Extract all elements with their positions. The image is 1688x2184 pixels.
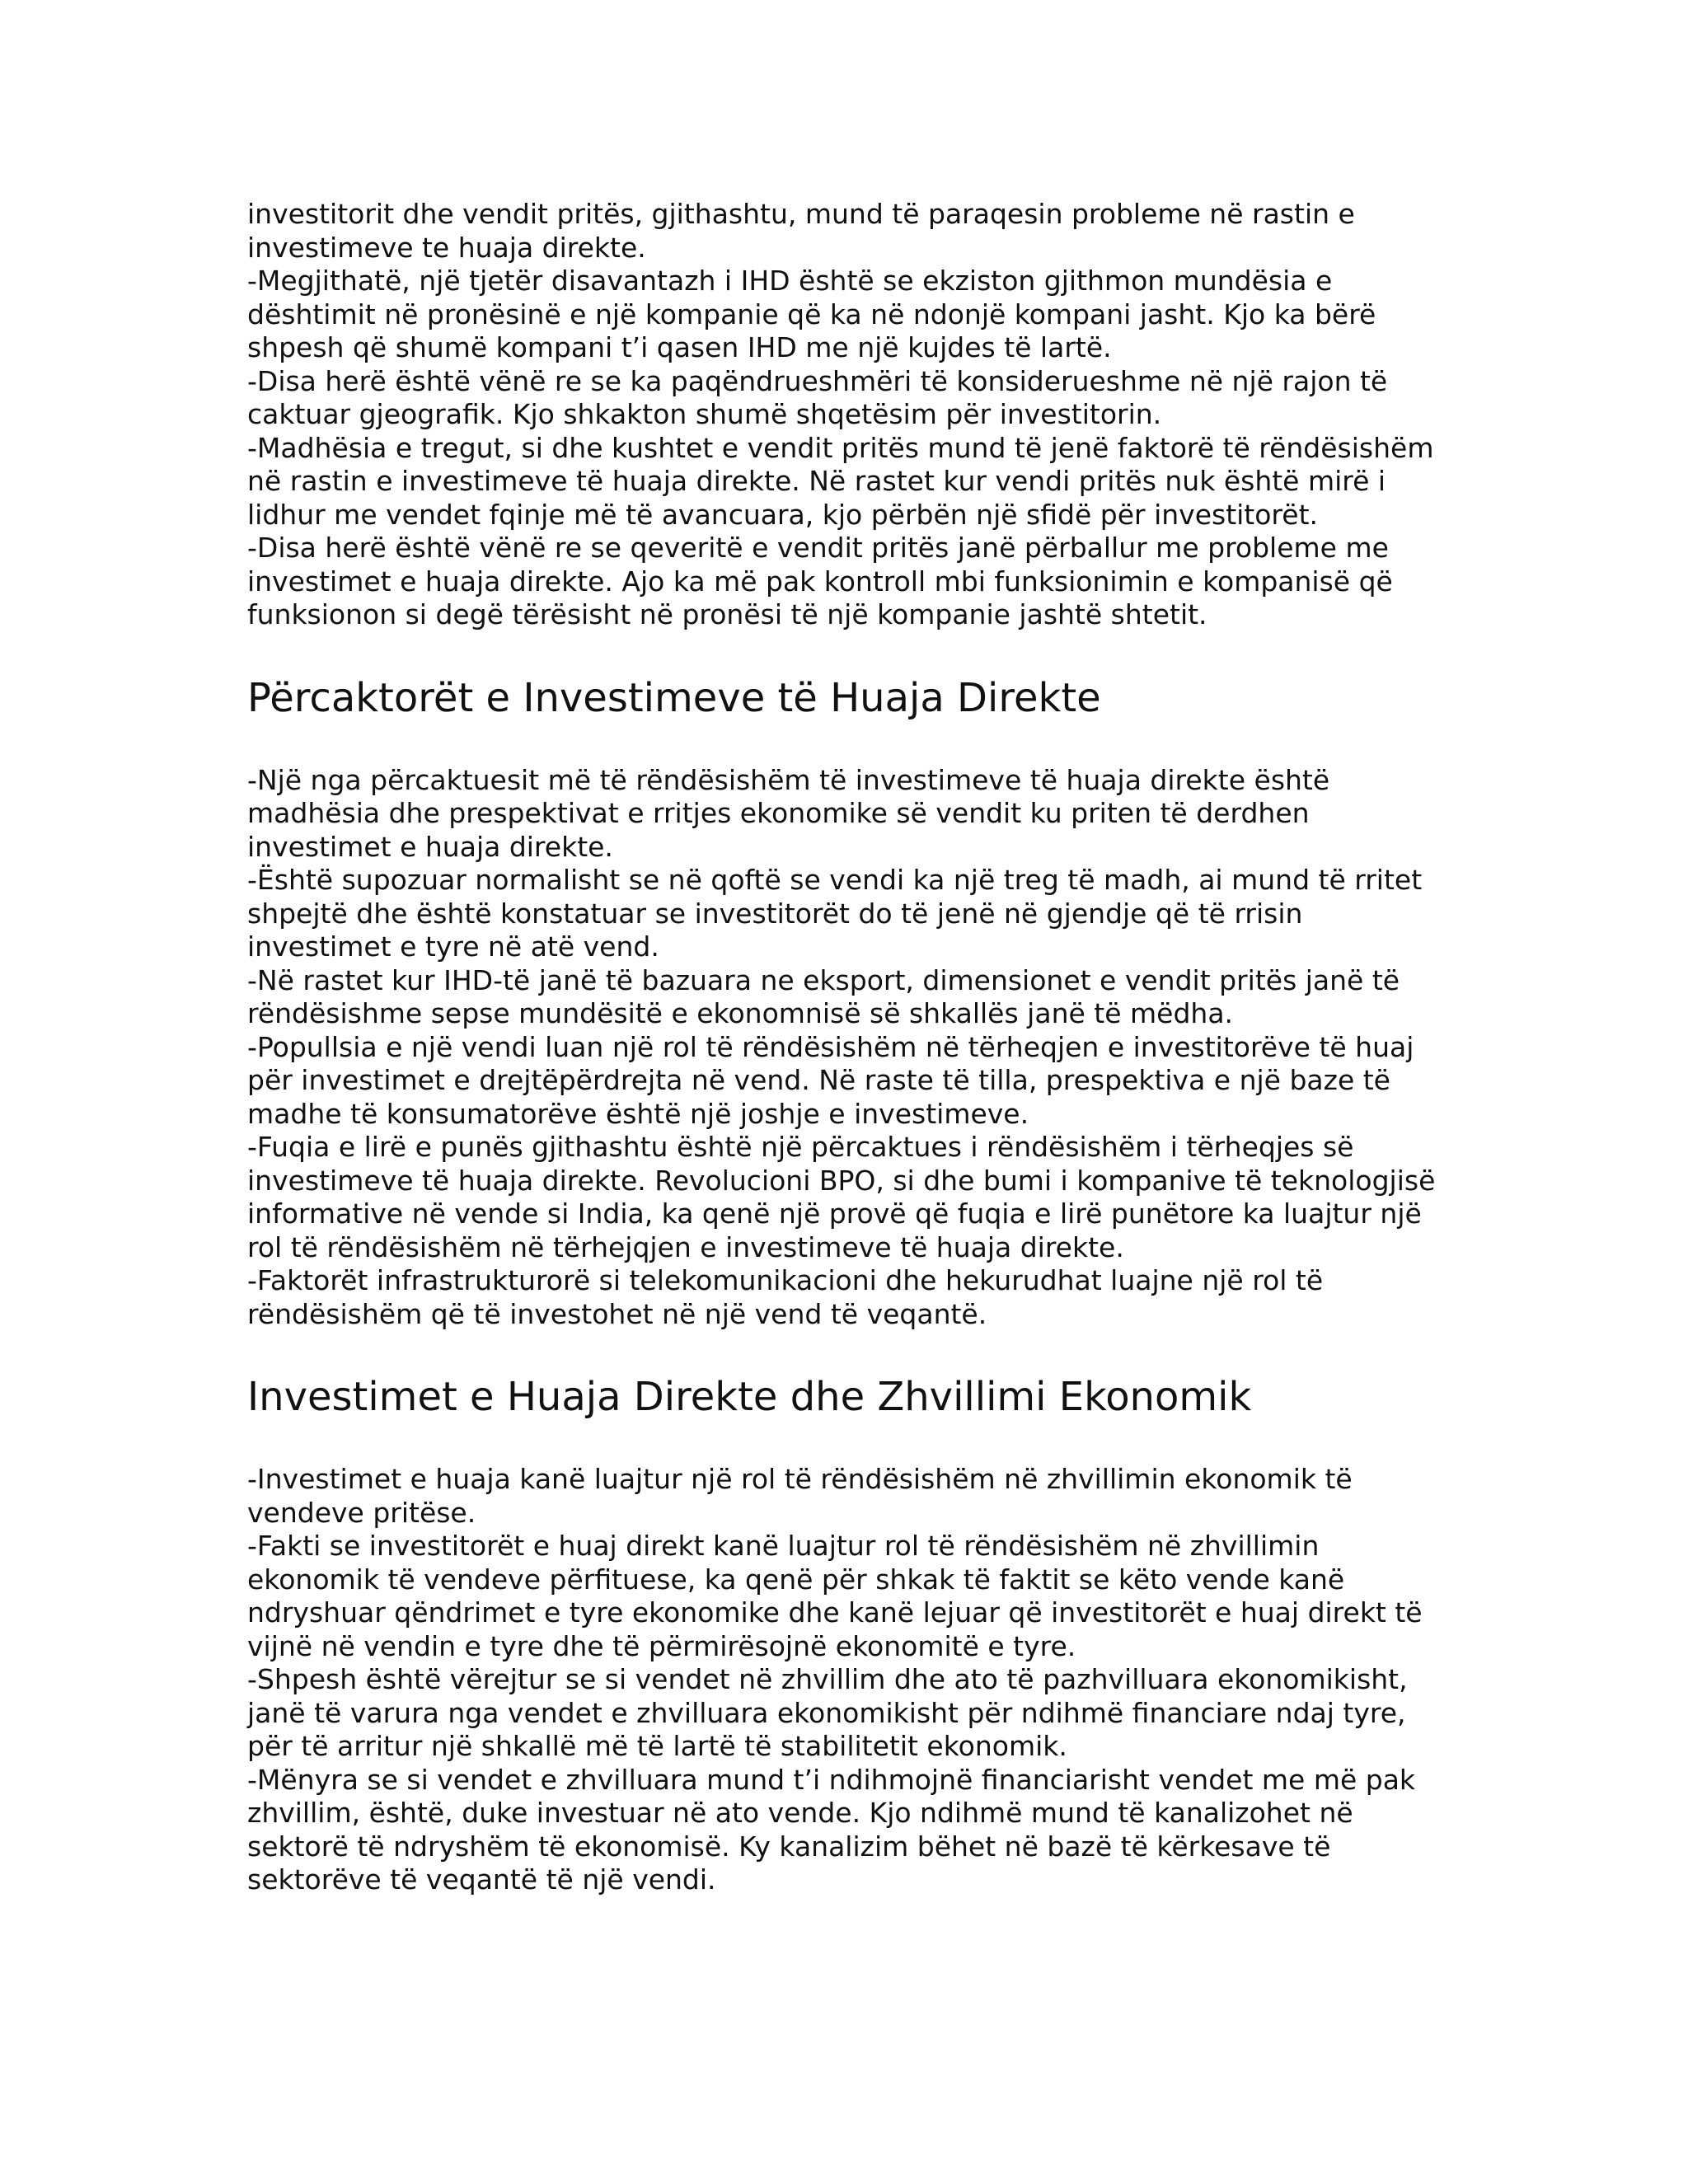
section-economic-development <box>247 1463 1451 1897</box>
section-heading-economic-development: Investimet e Huaja Direkte dhe Zhvillimi Ekonomik <box>247 1374 1252 1420</box>
paragraph: -Shpesh është vërejtur se si vendet në zhvillim dhe ato të pazhvilluara ekonomikisht, janë të varura nga vendet e zhvilluara ekonomikisht për ndihmë financiare ndaj tyre, për të arritur një shkallë më të lartë të stabilitetit ekonomik. <box>247 1663 1408 1762</box>
paragraph: investitorit dhe vendit pritës, gjithashtu, mund të paraqesin probleme në rastin e investimeve te huaja direkte. <box>247 198 1355 264</box>
paragraph: -Investimet e huaja kanë luajtur një rol të rëndësishëm në zhvillimin ekonomik të vendeve pritëse. <box>247 1463 1353 1529</box>
section-determinants <box>247 764 1451 1332</box>
paragraph: -Fakti se investitorët e huaj direkt kanë luajtur rol të rëndësishëm në zhvillimin ekonomik të vendeve përfituese, ka qenë për shkak të faktit se këto vende kanë ndryshuar qëndrimet e tyre ekonomike dhe kanë lejuar që investitorët e huaj direkt të vijnë në vendin e tyre dhe të përmirësojnë ekonomitë e tyre. <box>247 1530 1423 1662</box>
document-page <box>247 198 1451 1897</box>
paragraph: -Në rastet kur IHD-të janë të bazuara ne eksport, dimensionet e vendit pritës janë të rëndësishme sepse mundësitë e ekonomnisë së shkallës janë të mëdha. <box>247 963 1400 1029</box>
paragraph: -Disa herë është vënë re se ka paqëndrueshmëri të konsiderueshme në një rajon të caktuar gjeografik. Kjo shkakton shumë shqetësim për investitorin. <box>247 364 1388 430</box>
paragraph: -Megjithatë, një tjetër disavantazh i IHD është se ekziston gjithmon mundësia e dështimit në pronësinë e një kompanie që ka në ndonjë kompani jasht. Kjo ka bërë shpesh që shumë kompani t’i qasen IHD me një kujdes të lartë. <box>247 265 1376 363</box>
paragraph: -Madhësia e tregut, si dhe kushtet e vendit pritës mund të jenë faktorë të rëndësishëm në rastin e investimeve të huaja direkte. Në rastet kur vendi pritës nuk është mirë i lidhur me vendet fqinje më të avancuara, kjo përbën një sfidë për investitorët. <box>247 431 1434 531</box>
paragraph: -Popullsia e një vendi luan një rol të rëndësishëm në tërheqjen e investitorëve të huaj për investimet e drejtëpërdrejta në vend. Në raste të tilla, prespektiva e një baze të madhe të konsumatorëve është një joshje e investimeve. <box>247 1030 1414 1130</box>
paragraph: -Faktorët infrastrukturorë si telekomunikacioni dhe hekurudhat luajne një rol të rëndësishëm që të investohet në një vend të veqantë. <box>247 1264 1324 1330</box>
section-intro <box>247 198 1451 632</box>
paragraph: -Është supozuar normalisht se në qoftë se vendi ka një treg të madh, ai mund të rritet shpejtë dhe është konstatuar se investitorët do të jenë në gjendje që të rrisin investimet e tyre në atë vend. <box>247 864 1423 963</box>
paragraph: -Disa herë është vënë re se qeveritë e vendit pritës janë përballur me probleme me investimet e huaja direkte. Ajo ka më pak kontroll mbi funksionimin e kompanisë që funksionon si degë tërësisht në pronësi të një kompanie jashtë shtetit. <box>247 532 1393 630</box>
paragraph: -Një nga përcaktuesit më të rëndësishëm të investimeve të huaja direkte është madhësia dhe prespektivat e rritjes ekonomike së vendit ku priten të derdhen investimet e huaja direkte. <box>247 763 1330 863</box>
paragraph: -Mënyra se si vendet e zhvilluara mund t’i ndihmojnë financiarisht vendet me më pak zhvillim, është, duke investuar në ato vende. Kjo ndihmë mund të kanalizohet në sektorë të ndryshëm të ekonomisë. Ky kanalizim bëhet në bazë të kërkesave të sektorëve të veqantë të një vendi. <box>247 1763 1416 1896</box>
section-heading-determinants: Përcaktorët e Investimeve të Huaja Direkte <box>247 674 1101 721</box>
paragraph: -Fuqia e lirë e punës gjithashtu është një përcaktues i rëndësishëm i tërheqjes së investimeve të huaja direkte. Revolucioni BPO, si dhe bumi i kompanive të teknologjisë informative në vende si India, ka qenë një provë që fuqia e lirë punëtore ka luajtur një rol të rëndësishëm në tërhejqjen e investimeve të huaja direkte. <box>247 1131 1436 1263</box>
